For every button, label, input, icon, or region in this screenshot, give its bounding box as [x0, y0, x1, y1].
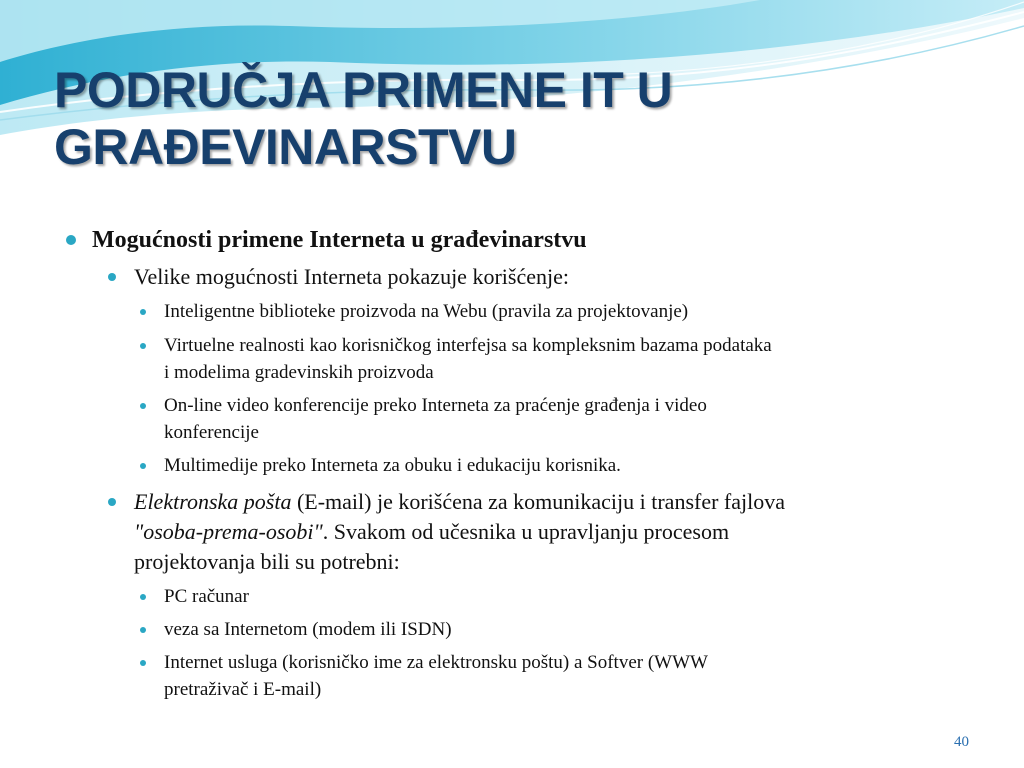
item2-sub-1: PC računar: [164, 586, 249, 607]
email-term: Elektronska pošta: [134, 489, 292, 514]
item2-sub-3-line1: Internet usluga (korisničko ime za elektronsku poštu) a Softver (WWW: [164, 652, 708, 673]
item1-sub-4: Multimedije preko Interneta za obuku i edukaciju korisnika.: [164, 455, 621, 476]
item1-sub-1: Inteligentne biblioteke proizvoda na Webu (pravila za projektovanje): [164, 301, 689, 322]
item1-sub-2-line1: Virtuelne realnosti kao korisničkog interfejsa sa kompleksnim bazama podataka: [164, 335, 772, 356]
title-line-1: PODRUČJA PRIMENE IT U: [54, 62, 673, 118]
item2-line1: [134, 487, 785, 517]
bullet-level1: [66, 235, 76, 245]
slide-title: [54, 62, 974, 176]
bullet-level2: [108, 498, 116, 506]
item1-sub-3-line1: On-line video konferencije preko Interneta za praćenje građenja i video: [164, 395, 707, 416]
bullet-level3: [140, 660, 146, 666]
quoted-term: "osoba-prema-osobi": [134, 519, 323, 544]
heading-bullet-text: Mogućnosti primene Interneta u građevinarstvu: [92, 227, 587, 253]
item2-line1-rest: (E-mail) je korišćena za komunikaciju i transfer fajlova: [291, 489, 786, 514]
bullet-level3: [140, 309, 146, 315]
page-number: 40: [954, 734, 969, 750]
item1-text: Velike mogućnosti Interneta pokazuje korišćenje:: [134, 264, 569, 289]
item2-line2: [134, 517, 729, 547]
bullet-level3: [140, 403, 146, 409]
bullet-level3: [140, 594, 146, 600]
title-line-2: GRAĐEVINARSTVU: [54, 119, 517, 175]
bullet-level3: [140, 463, 146, 469]
item2-sub-2: veza sa Internetom (modem ili ISDN): [164, 619, 452, 640]
item1-sub-3-line2: konferencije: [164, 422, 259, 443]
bullet-level2: [108, 273, 116, 281]
item1-sub-2-line2: i modelima gradevinskih proizvoda: [164, 362, 434, 383]
bullet-level3: [140, 343, 146, 349]
bullet-level3: [140, 627, 146, 633]
item2-line2-rest: . Svakom od učesnika u upravljanju procesom: [322, 519, 730, 544]
item2-line3: projektovanja bili su potrebni:: [134, 549, 400, 574]
item2-sub-3-line2: pretraživač i E-mail): [164, 679, 322, 700]
